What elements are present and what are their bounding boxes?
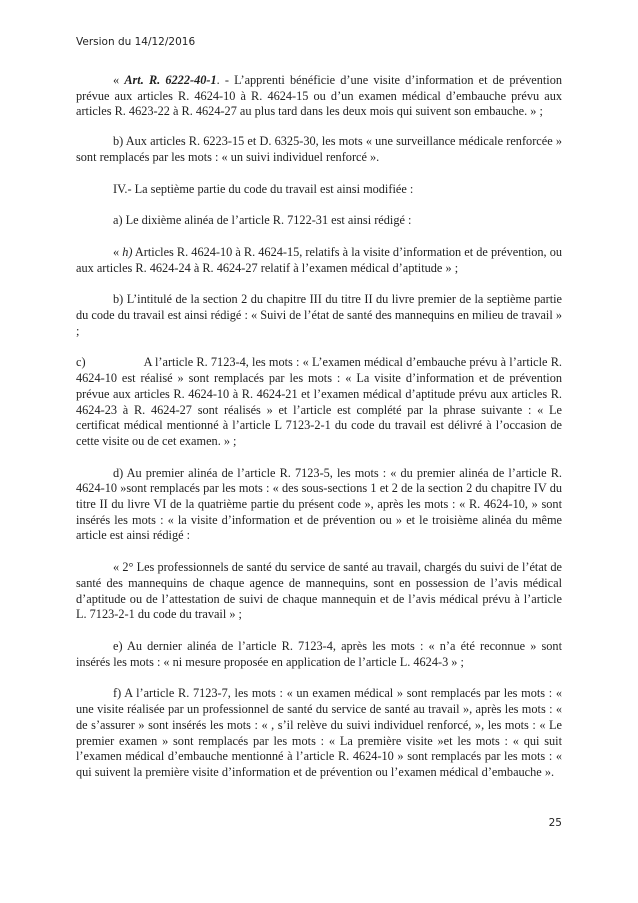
- paragraph-c-article-r-7123-4: [76, 355, 562, 449]
- paragraph-b-surveillance: b) Aux articles R. 6223-15 et D. 6325-30, les mots « une surveillance médicale renforcée » sont remplacés par les mots : « un suivi individuel renforcé ».: [76, 134, 562, 164]
- paragraph-text: Articles R. 4624-10 à R. 4624-15, relatifs à la visite d’information et de prévention, ou aux articles R. 4624-24 à R. 4624-27 relatif à l’examen médical d’aptitude » ;: [76, 244, 562, 275]
- page-number: 25: [548, 817, 562, 829]
- paragraph-a-dixieme-alinea: a) Le dixième alinéa de l’article R. 7122-31 est ainsi rédigé :: [113, 213, 412, 228]
- page-header-version: Version du 14/12/2016: [76, 36, 196, 48]
- paragraph-f-article-r-7123-7: f) A l’article R. 7123-7, les mots : « un examen médical » sont remplacés par les mots : « une visite réalisée par un professionnel de santé du service de santé au travail », après les mots : « de s’assurer » sont insérés les mots : « , s’il relève du suivi individuel renforcé, », les mots : « Le premier examen » sont remplacés par les mots : « La première visite »et les mots : « qui suit l’examen médical d’embauche mentionné à l’article R. 4624-10 » sont remplacés par les mots : « qui suivent la première visite d’information et de prévention ou l’examen médical d’embauche ».: [76, 686, 562, 779]
- document-body: [76, 73, 562, 797]
- paragraph-d-premier-alinea: d) Au premier alinéa de l’article R. 7123-5, les mots : « du premier alinéa de l’article R. 4624-10 »sont remplacés par les mots : « des sous-sections 1 et 2 de la section 2 du chapitre IV du titre II du livre VI de la quatrième partie du présent code », après les mots : « R. 4624-10, » sont insérés les mots : « la visite d’information et de prévention ou » et le troisième alinéa du même article est ainsi rédigé :: [76, 465, 562, 543]
- open-quote: «: [113, 244, 123, 259]
- item-reference: h): [122, 244, 133, 259]
- paragraph-text: . - L’apprenti bénéficie d’une visite d’information et de prévention prévue aux articles R. 4624-10 à R. 4624-15 ou d’un examen médical d’embauche prévu aux articles R. 4623-22 à R. 4624-27 au plus tard dans les deux mois qui suivent son embauche. » ;: [76, 73, 562, 119]
- paragraph-iv-heading: IV.- La septième partie du code du travail est ainsi modifiée :: [113, 181, 414, 196]
- open-quote: «: [113, 73, 125, 87]
- paragraph-b-intitule-section: b) L’intitulé de la section 2 du chapitre III du titre II du livre premier de la septième partie du code du travail est ainsi rédigé : « Suivi de l’état de santé des mannequins en milieu de travail » ;: [76, 292, 562, 338]
- paragraph-art-r-6222-40-1: [76, 73, 562, 120]
- paragraph-2-professionnels: « 2° Les professionnels de santé du service de santé au travail, chargés du suivi de l’état de santé des mannequins de chaque agence de mannequins, sont en possession de l’avis médical d’aptitude ou de l’attestation de suivi de chaque mannequin et de l’avis médical prévu à l’article L. 7123-2-1 du code du travail » ;: [76, 560, 562, 622]
- paragraph-text: A l’article R. 7123-4, les mots : « L’examen médical d’embauche prévu à l’article R. 4624-10 est réalisé » sont remplacés par les mots : « La visite d’information et de prévention prévue aux articles R. 4624-10 à R. 4624-21 et l’examen médical d’aptitude prévu aux articles R. 4624-23 à R. 4624-27 sont réalisés » et l’article est complété par la phrase suivante : « Le certificat médical mentionné à l’article L 7123-2-1 du code du travail est délivré à l’occasion de cette visite ou de cet examen. » ;: [76, 355, 562, 448]
- paragraph-e-dernier-alinea: e) Au dernier alinéa de l’article R. 7123-4, après les mots : « n’a été reconnue » sont insérés les mots : « ni mesure proposée en application de l’article L. 4624-3 » ;: [76, 638, 562, 669]
- article-reference: Art. R. 6222-40-1: [124, 73, 217, 87]
- item-label: c): [76, 355, 86, 370]
- paragraph-h-articles: [76, 245, 562, 276]
